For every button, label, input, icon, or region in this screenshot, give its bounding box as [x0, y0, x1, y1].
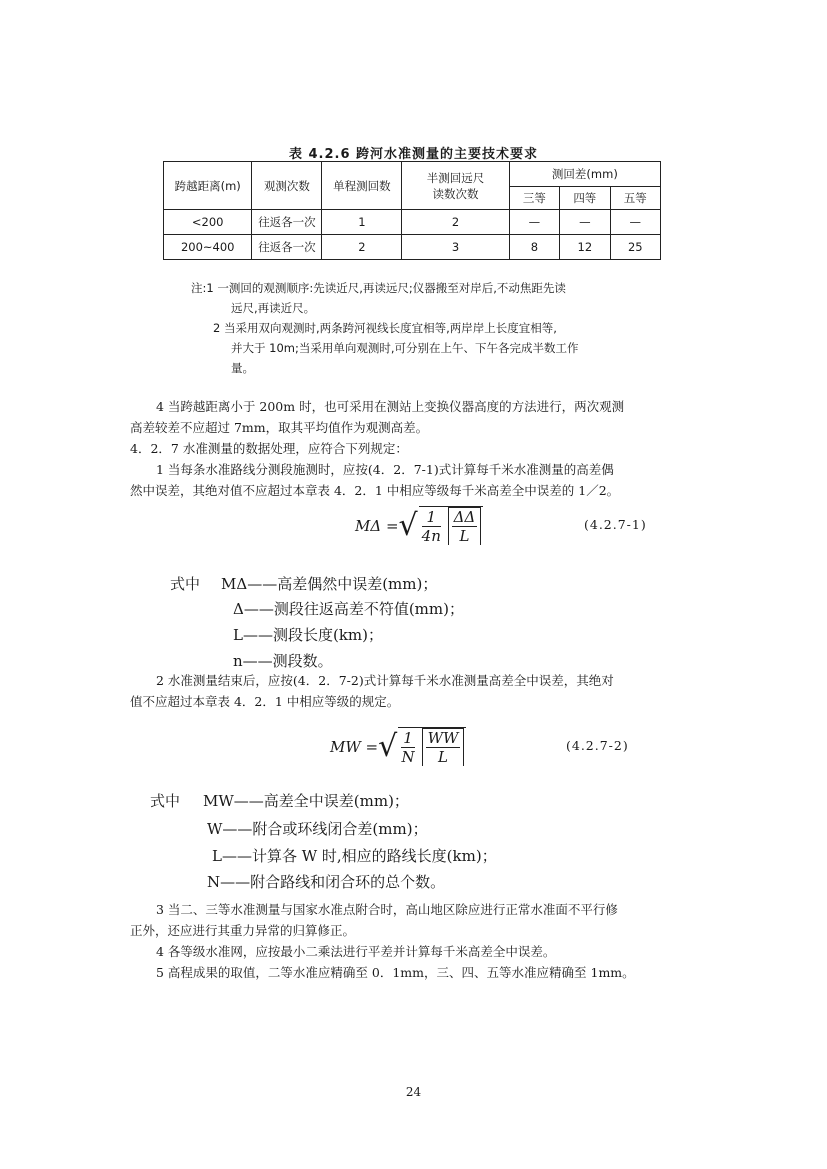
table-note-2-line1: 2 当采用双向观测时,两条跨河视线长度宜相等,两岸岸上长度宜相等, [213, 321, 557, 335]
cell-grade5: 25 [610, 235, 660, 260]
eq1-bracket [448, 507, 482, 545]
cell-readings: 3 [402, 235, 509, 260]
eq2-lhs: MW = [330, 737, 379, 756]
equation-1-number: (4.2.7-1) [584, 517, 647, 532]
paragraph-3-line1: 3 当二、三等水准测量与国家水准点附合时，高山地区除应进行正常水准面不平行修 [156, 902, 618, 917]
eq1-radicand [419, 506, 484, 545]
table-note-2-line3: 量。 [231, 361, 254, 375]
table-caption: 表 4.2.6 跨河水准测量的主要技术要求 [288, 147, 539, 162]
header-readings-line2: 读数次数 [432, 186, 479, 201]
paragraph-4b: 4 各等级水准网，应按最小二乘法进行平差并计算每千米高差全中误差。 [156, 944, 556, 959]
eq2-def-1: MW——高差全中误差(mm)； [203, 792, 409, 810]
cell-grade5: — [610, 210, 660, 235]
eq1-def-2: Δ——测段往返高差不符值(mm)； [233, 600, 464, 618]
cell-distance: <200 [164, 210, 252, 235]
sqrt-icon: √ [398, 508, 418, 543]
sqrt-icon: √ [378, 729, 398, 764]
eq2-where-label: 式中 [150, 792, 181, 810]
paragraph-1-line1: 1 当每条水准路线分测段施测时，应按(4．2．7-1)式计算每千米水准测量的高差偶 [156, 462, 614, 477]
eq2-inner-fraction [426, 729, 461, 766]
eq2-inner-num: WW [427, 729, 459, 747]
header-distance: 跨越距离(m) [164, 162, 252, 210]
eq1-inner-num: ΔΔ [453, 508, 476, 526]
header-rounds: 单程测回数 [322, 162, 402, 210]
eq1-where-label: 式中 [170, 575, 201, 593]
paragraph-2-line1: 2 水准测量结束后，应按(4．2．7-2)式计算每千米水准测量高差全中误差，其绝对 [156, 673, 614, 688]
equation-1 [355, 506, 483, 545]
header-times: 观测次数 [252, 162, 322, 210]
eq1-inner-den: L [459, 527, 470, 545]
eq2-def-3: L——计算各 W 时,相应的路线长度(km)； [212, 847, 497, 865]
cell-rounds: 1 [322, 210, 402, 235]
cell-grade4: 12 [560, 235, 610, 260]
paragraph-4-line1: 4 当跨越距离小于 200m 时，也可采用在测站上变换仪器高度的方法进行，两次观测 [156, 399, 625, 414]
header-grade3: 三等 [509, 187, 559, 210]
page-number: 24 [405, 1085, 422, 1099]
header-readings [402, 162, 509, 210]
eq1-den: 4n [421, 526, 441, 545]
eq1-inner-fraction [452, 508, 478, 545]
tech-requirements-table [163, 161, 661, 260]
paragraph-5: 5 高程成果的取值，二等水准应精确至 0．1mm，三、四、五等水准应精确至 1mm。 [156, 965, 635, 980]
eq2-fraction [401, 729, 415, 766]
cell-times: 往返各一次 [252, 210, 322, 235]
cell-grade3: 8 [509, 235, 559, 260]
paragraph-2-line2: 值不应超过本章表 4．2．1 中相应等级的规定。 [130, 694, 400, 709]
eq1-num: 1 [422, 508, 441, 527]
eq1-def-1: MΔ——高差偶然中误差(mm)； [221, 575, 438, 593]
table-row [164, 235, 661, 260]
eq1-lhs: MΔ = [355, 516, 399, 535]
eq2-den: N [401, 747, 415, 766]
eq1-def-3: L——测段长度(km)； [233, 626, 383, 644]
cell-grade3: — [509, 210, 559, 235]
cell-distance: 200~400 [164, 235, 252, 260]
table-note-1-line2: 远尺,再读近尺。 [231, 301, 316, 315]
cell-rounds: 2 [322, 235, 402, 260]
eq2-def-4: N——附合路线和闭合环的总个数。 [207, 873, 446, 891]
paragraph-1-line2: 然中误差，其绝对值不应超过本章表 4．2．1 中相应等级每千米高差全中误差的 1／2。 [130, 483, 620, 498]
eq2-radicand [398, 727, 466, 766]
header-readings-line1: 半测回远尺 [426, 170, 485, 185]
cell-readings: 2 [402, 210, 509, 235]
paragraph-3-line2: 正外，还应进行其重力异常的归算修正。 [130, 923, 356, 938]
table-row [164, 210, 661, 235]
equation-2-number: (4.2.7-2) [566, 738, 629, 753]
cell-times: 往返各一次 [252, 235, 322, 260]
section-heading-4-2-7: 4．2．7 水准测量的数据处理，应符合下列规定： [130, 441, 408, 456]
eq2-inner-den: L [438, 748, 448, 766]
header-grade5: 五等 [610, 187, 660, 210]
eq2-def-2: W——附合或环线闭合差(mm)； [207, 820, 428, 838]
paragraph-4-line2: 高差较差不应超过 7mm，取其平均值作为观测高差。 [130, 420, 429, 435]
header-grade4: 四等 [560, 187, 610, 210]
eq2-bracket [422, 728, 465, 766]
eq1-fraction [422, 508, 441, 545]
table-note-1-line1: 注:1 一测回的观测顺序:先读近尺,再读远尺;仪器搬至对岸后,不动焦距先读 [191, 281, 566, 295]
eq2-num: 1 [403, 728, 413, 747]
table-note-2-line2: 并大于 10m;当采用单向观测时,可分别在上午、下午各完成半数工作 [231, 341, 579, 355]
equation-2 [330, 727, 466, 766]
eq1-def-4: n——测段数。 [233, 652, 333, 670]
header-diff: 测回差(mm) [509, 162, 660, 187]
cell-grade4: — [560, 210, 610, 235]
